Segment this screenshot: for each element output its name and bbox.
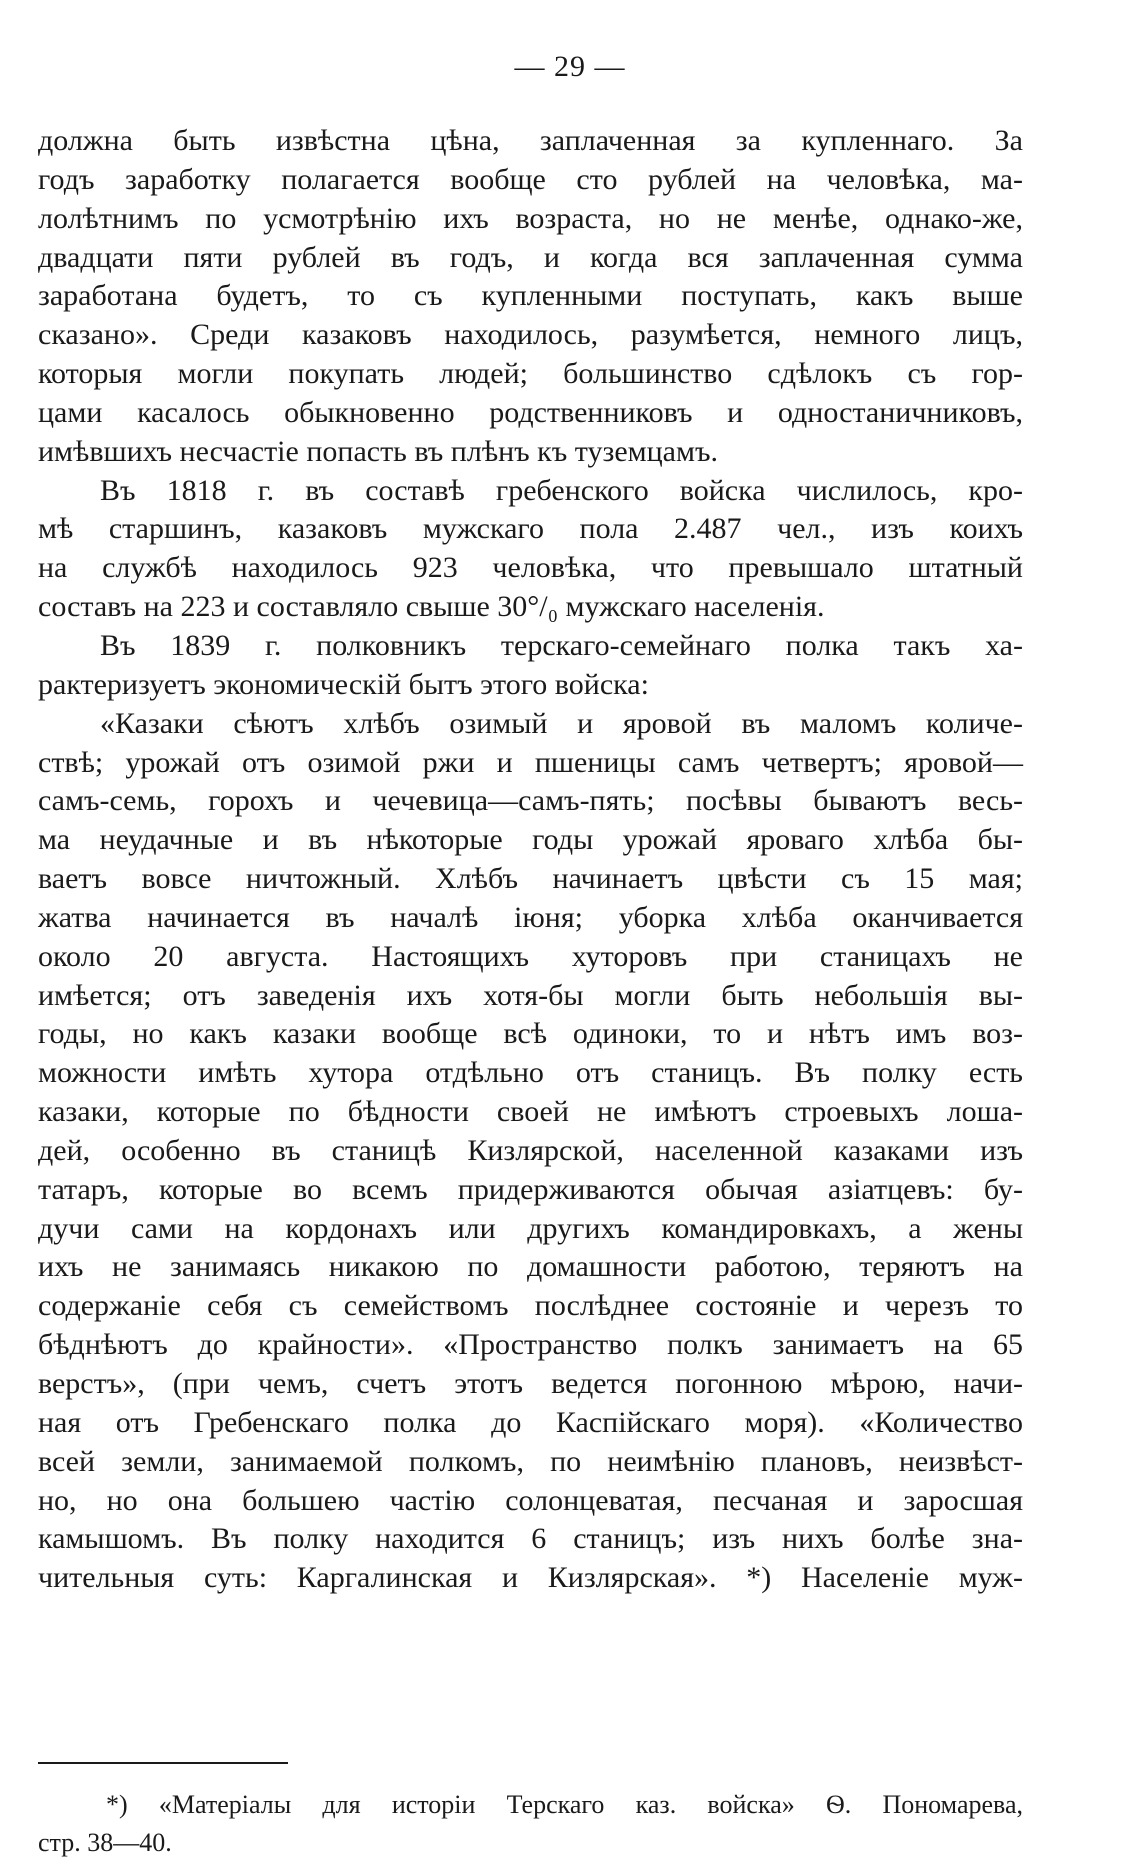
footnote-line: *) «Матеріалы для исторіи Терскаго каз. войска» Ѳ. Пономарева, (106, 1790, 1023, 1819)
footnote (38, 1786, 1023, 1862)
text-line: можности имѣть хутора отдѣльно отъ станицъ. Въ полку есть (38, 1056, 1023, 1090)
text-line: сказано». Среди казаковъ находилось, разумѣется, немного лицъ, (38, 318, 1023, 352)
text-line: имѣется; отъ заведенія ихъ хотя-бы могли быть небольшія вы- (38, 978, 1023, 1012)
text-line: ствѣ; урожай отъ озимой ржи и пшеницы самъ четвертъ; яровой— (38, 745, 1023, 779)
text-line: казаки, которые по бѣдности своей не имѣютъ строевыхъ лоша- (38, 1095, 1023, 1129)
text-line: лолѣтнимъ по усмотрѣнію ихъ возраста, но не менѣе, однако-же, (38, 201, 1023, 235)
text-line: на службѣ находилось 923 человѣка, что превышало штатный (38, 551, 1023, 585)
text-line: содержаніе себя съ семействомъ послѣднее состояніе и черезъ то (38, 1289, 1023, 1323)
text-line: Въ 1818 г. въ составѣ гребенского войска числилось, кро- (100, 473, 1023, 507)
text-line: камышомъ. Въ полку находится 6 станицъ; изъ нихъ болѣе зна- (38, 1522, 1023, 1556)
text-line: жатва начинается въ началѣ іюня; уборка хлѣба оканчивается (38, 900, 1023, 934)
main-text (38, 122, 1023, 1598)
text-line: ма неудачные и въ нѣкоторые годы урожай яроваго хлѣба бы- (38, 823, 1023, 857)
text-line: должна быть извѣстна цѣна, заплаченная за купленнаго. За (38, 124, 1023, 157)
text-line: всей земли, занимаемой полкомъ, по неимѣнію плановъ, неизвѣст- (38, 1444, 1023, 1478)
text-line: дей, особенно въ станицѣ Кизлярской, населенной казаками изъ (38, 1133, 1023, 1167)
text-line: Въ 1839 г. полковникъ терскаго-семейнаго полка такъ ха- (100, 628, 1023, 662)
text-line: имѣвшихъ несчастіе попасть въ плѣнъ къ туземцамъ. (38, 434, 718, 468)
text-line: но, но она большею частію солонцеватая, песчаная и заросшая (38, 1483, 1023, 1517)
footnote-divider (38, 1762, 288, 1764)
text-line: цами касалось обыкновенно родственниковъ и одностаничниковъ, (38, 395, 1023, 429)
text-line: верстъ», (при чемъ, счетъ этотъ ведется погонною мѣрою, начи- (38, 1367, 1023, 1400)
text-line: годъ заработку полагается вообще сто рублей на человѣка, ма- (38, 162, 1023, 196)
footnote-line: стр. 38—40. (38, 1828, 172, 1857)
text-line: ихъ не занимаясь никакою по домашности работою, теряютъ на (38, 1250, 1023, 1284)
page-number: — 29 — (514, 50, 626, 83)
text-line: самъ-семь, горохъ и чечевица—самъ-пять; посѣвы бываютъ весь- (38, 784, 1023, 818)
text-line: двадцати пяти рублей въ годъ, и когда вся заплаченная сумма (38, 240, 1023, 274)
text-line: годы, но какъ казаки вообще всѣ одиноки, то и нѣтъ имъ воз- (38, 1017, 1023, 1051)
text-line: «Казаки сѣютъ хлѣбъ озимый и яровой въ маломъ количе- (100, 706, 1023, 740)
text-line: около 20 августа. Настоящихъ хуторовъ при станицахъ не (38, 939, 1023, 973)
text-line: заработана будетъ, то съ купленными поступать, какъ выше (38, 279, 1023, 313)
text-line: бѣднѣютъ до крайности». «Пространство полкъ занимаетъ на 65 (38, 1328, 1023, 1362)
text-line: которыя могли покупать людей; большинство сдѣлокъ съ гор- (38, 357, 1023, 391)
text-line: дучи сами на кордонахъ или другихъ командировкахъ, а жены (38, 1211, 1023, 1245)
text-line: составъ на 223 и составляло свыше 30°/₀ мужскаго населенія. (38, 590, 825, 624)
text-line: татаръ, которые во всемъ придерживаются обычая азіатцевъ: бу- (38, 1172, 1023, 1206)
text-line: ваетъ вовсе ничтожный. Хлѣбъ начинаетъ цвѣсти съ 15 мая; (38, 862, 1023, 896)
text-line: рактеризуетъ экономическій бытъ этого войска: (38, 667, 649, 701)
text-line: ная отъ Гребенскаго полка до Каспійскаго моря). «Количество (38, 1405, 1023, 1439)
text-line: чительныя суть: Каргалинская и Кизлярская». *) Населеніе муж- (38, 1561, 1023, 1595)
text-line: мѣ старшинъ, казаковъ мужскаго пола 2.487 чел., изъ коихъ (38, 512, 1023, 546)
